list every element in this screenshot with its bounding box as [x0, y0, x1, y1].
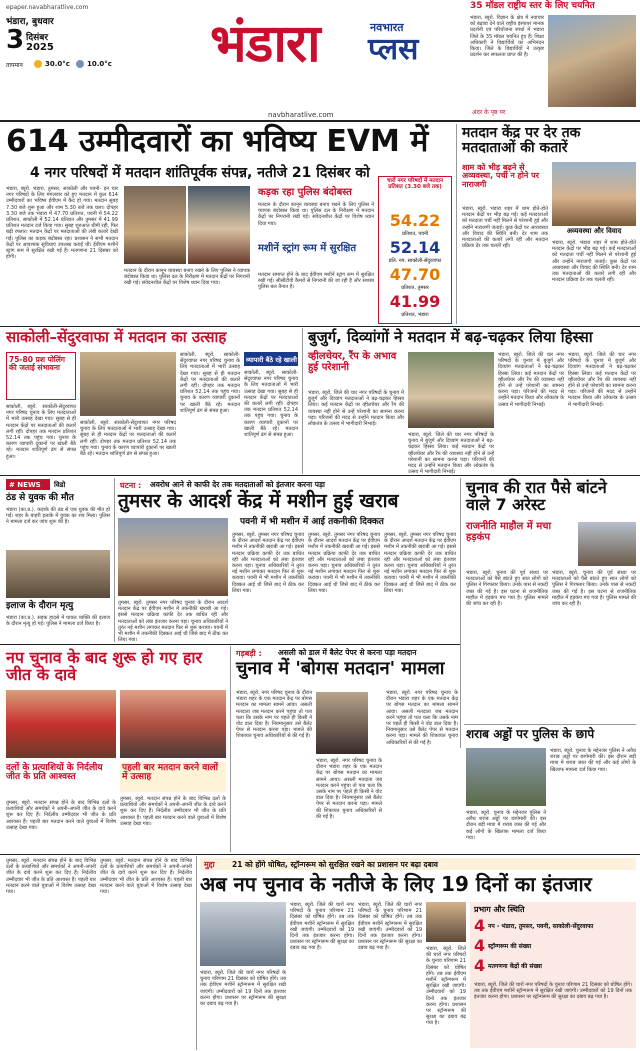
- result-body-3: भंडारा, ब्यूरो. जिले की चारों नगर परिषदों के चुनाव परिणाम 21 दिसंबर को घोषित होंगे। तब तक ईवीएम मशीनें स्ट्रॉन्गरूम में सुरक्षित रखी जाएंगी। उम्मीदवारों को 19 दिनों तक इंतजार करना होगा। प्रशासन पर स्ट्रॉन्गरूम की सुरक्षा का दबाव बढ़ गया है।: [358, 902, 422, 952]
- stat-label: प्रति. नप. साकोली-सेंदुरवाफा: [388, 258, 442, 264]
- elderly-body-4: भंडारा, ब्यूरो. जिले की चार नगर परिषदों के चुनाव में बुजुर्ग और दिव्यांग मतदाताओं ने बढ़-चढ़कर हिस्सा लिया। कई मतदान केंद्रों पर व्हीलचेयर और रैंप की व्यवस्था नहीं होने से उन्हें परेशानी का सामना करना पड़ा। परिजनों की मदद से उन्होंने मतदान किया और लोकतंत्र के उत्सव में भागीदारी निभाई।: [568, 352, 636, 408]
- arrest-body: भंडारा, ब्यूरो. चुनाव की पूर्व संध्या पर मतदाताओं को पैसे बांटते हुए सात लोगों को पुलिस ने गिरफ्तार किया। उनके पास से नकदी जब्त की गई है। इस घटना से राजनीतिक माहौल में हड़कंप मच गया है। पुलिस मामले की जांच कर रही है।: [466, 570, 548, 608]
- result-headline: अब नप चुनाव के नतीजे के लिए 19 दिनों का इंतजार: [200, 872, 592, 896]
- stat-label: प्रतिशत, पवनी: [401, 231, 429, 237]
- stat-value: 41.99: [389, 292, 441, 311]
- queue-photo: [552, 162, 636, 226]
- top-ad: [470, 2, 636, 118]
- ad-title: 35 मॉडल राष्ट्रीय स्तर के लिए चयनित: [470, 1, 595, 11]
- column-divider: [302, 328, 303, 474]
- lead-photo-2: [188, 186, 250, 264]
- stat-label: प्रतिशत, तुमसर: [401, 285, 429, 291]
- news-tag2: विडो: [54, 481, 66, 489]
- elderly-body-3: भंडारा, ब्यूरो. जिले की चार नगर परिषदों के चुनाव में बुजुर्ग और दिव्यांग मतदाताओं ने बढ़-चढ़कर हिस्सा लिया। कई मतदान केंद्रों पर व्हीलचेयर और रैंप की व्यवस्था नहीं होने से उन्हें परेशानी का सामना करना पड़ा। परिजनों की मदद से उन्होंने मतदान किया और लोकतंत्र के उत्सव में भागीदारी निभाई।: [498, 352, 564, 408]
- sakoli-body-3: साकोली, ब्यूरो. साकोली-सेंदुरवाफा नगर परिषद चुनाव के लिए मतदाताओं में भारी उत्साह देखा गया। सुबह से ही मतदान केंद्रों पर मतदाताओं की कतारें लगी रहीं। दोपहर तक मतदान प्रतिशत 52.14 तक पहुंच गया। चुनाव के कारण व्यापारी दुकानों पर खाली बैठे रहे। मतदान शांतिपूर्ण ढंग से संपन्न हुआ।: [180, 352, 240, 414]
- bogus-kicker-label: गड़बड़ी :: [236, 649, 262, 658]
- np-body-2: तुमसर, ब्यूरो. मतदान संपन्न होने के बाद विभिन्न दलों के प्रत्याशियों और समर्थकों ने अपनी-अपनी जीत के दावे करने शुरू कर दिए हैं। निर्दलीय उम्मीदवार भी जीत के प्रति आश्वस्त हैं। पहली बार मतदान करने वाले युवाओं में विशेष उत्साह देखा गया।: [120, 796, 226, 827]
- tumsar-body-4: तुमसर, ब्यूरो. तुमसर नगर परिषद चुनाव के दौरान आदर्श मतदान केंद्र पर ईवीएम मशीन में तकनीकी खराबी आ गई। इससे मतदान प्रक्रिया काफी देर तक बाधित रही और मतदाताओं को लंबा इंतजार करना पड़ा। चुनाव अधिकारियों ने तुरंत नई मशीन लगाकर मतदान फिर से शुरू कराया। पवनी में भी मशीन में तकनीकी दिक्कत आई थी जिसे बाद में ठीक कर लिया गया।: [384, 532, 456, 594]
- sakoli-photo: [80, 352, 176, 416]
- stat-label: प्रतिशत, भंडारा: [401, 312, 429, 318]
- tumsar-body: तुमसर, ब्यूरो. तुमसर नगर परिषद चुनाव के दौरान आदर्श मतदान केंद्र पर ईवीएम मशीन में तकनीकी खराबी आ गई। इससे मतदान प्रक्रिया काफी देर तक बाधित रही और मतदाताओं को लंबा इंतजार करना पड़ा। चुनाव अधिकारियों ने तुरंत नई मशीन लगाकर मतदान फिर से शुरू कराया। पवनी में भी मशीन में तकनीकी दिक्कत आई थी जिसे बाद में ठीक कर लिया गया।: [118, 600, 228, 644]
- sakoli-box-head: व्यापारी बैठे रहे खाली: [246, 356, 297, 364]
- result-kicker: 21 को होंगे घोषित, स्ट्रॉन्गरूम को सुरक्षित रखने का प्रशासन पर बढ़ा दबाव: [232, 860, 438, 869]
- stats-box: [378, 176, 452, 324]
- sakoli-body: साकोली, ब्यूरो. साकोली-सेंदुरवाफा नगर परिषद चुनाव के लिए मतदाताओं में भारी उत्साह देखा गया। सुबह से ही मतदान केंद्रों पर मतदाताओं की कतारें लगी रहीं। दोपहर तक मतदान प्रतिशत 52.14 तक पहुंच गया। चुनाव के कारण व्यापारी दुकानों पर खाली बैठे रहे। मतदान शांतिपूर्ण ढंग से संपन्न हुआ।: [6, 404, 76, 460]
- moon-icon: [76, 60, 84, 68]
- raid-photo: [466, 748, 546, 806]
- np-photo: [6, 690, 116, 758]
- epaper-url[interactable]: epaper.navabharatlive.com: [6, 4, 89, 11]
- bogus-body: भंडारा, ब्यूरो. नगर परिषद चुनाव के दौरान भंडारा शहर के एक मतदान केंद्र पर बोगस मतदान का मामला सामने आया। असली मतदाता जब मतदान करने पहुंचा तो पता चला कि उसके नाम पर पहले ही किसी ने वोट डाल दिया है। नियमानुसार उसे बैलेट पेपर से मतदान करना पड़ा। मामले की शिकायत चुनाव अधिकारियों से की गई है।: [236, 690, 312, 740]
- sakoli-side-head: 75-80 प्रश पोलिंग की जताई संभावना: [9, 355, 66, 372]
- temp-max: 30.0°c: [45, 60, 70, 68]
- result-body: भंडारा, ब्यूरो. जिले की चारों नगर परिषदों के चुनाव परिणाम 21 दिसंबर को घोषित होंगे। तब तक ईवीएम मशीनें स्ट्रॉन्गरूम में सुरक्षित रखी जाएंगी। उम्मीदवारों को 19 दिनों तक इंतजार करना होगा। प्रशासन पर स्ट्रॉन्गरूम की सुरक्षा का दबाव बढ़ गया है।: [200, 970, 286, 1008]
- elderly-photo: [408, 352, 494, 428]
- raid-headline: शराब अड्डों पर पुलिस के छापे: [466, 727, 595, 741]
- np-sub1: दलों के प्रत्याशियों के निर्दलीय जीत के प्रति आश्वस्त: [6, 763, 103, 783]
- lead-subhead: 4 नगर परिषदों में मतदान शांतिपूर्वक संपन्न, नतीजे 21 दिसंबर को: [30, 165, 370, 181]
- bogus-headline: चुनाव में 'बोगस मतदान' मामला: [236, 658, 445, 679]
- website[interactable]: navbharatlive.com: [268, 111, 334, 119]
- lead-body-2: मतदान के दौरान कानून व्यवस्था बनाए रखने के लिए पुलिस ने व्यापक बंदोबस्त किया था। पुलिस दल के निरीक्षण में मतदान केंद्रों पर निगरानी रखी गई। संवेदनशील केंद्रों पर विशेष ध्यान दिया गया।: [124, 268, 250, 287]
- arrest-headline: चुनाव की रात पैसे बांटने वाले 7 अरेस्ट: [466, 478, 607, 514]
- news-item2-body: भंडारा (का.प्र.). सड़क हादसे में घायल व्यक्ति की इलाज के दौरान मृत्यु हो गई। पुलिस ने मामला दर्ज किया है।: [6, 615, 110, 628]
- tumsar-kicker-label: घटना :: [120, 481, 142, 490]
- date-year: 2025: [26, 42, 54, 53]
- date-number: 3: [6, 25, 25, 55]
- brand-logo: [210, 6, 440, 106]
- arrest-subhead: राजनीति माहौल में मचा हड़कंप: [466, 521, 552, 543]
- section-rule: [0, 644, 460, 645]
- result-body-2: भंडारा, ब्यूरो. जिले की चारों नगर परिषदों के चुनाव परिणाम 21 दिसंबर को घोषित होंगे। तब तक ईवीएम मशीनें स्ट्रॉन्गरूम में सुरक्षित रखी जाएंगी। उम्मीदवारों को 19 दिनों तक इंतजार करना होगा। प्रशासन पर स्ट्रॉन्गरूम की सुरक्षा का दबाव बढ़ गया है।: [290, 902, 354, 952]
- tumsar-body-2: तुमसर, ब्यूरो. तुमसर नगर परिषद चुनाव के दौरान आदर्श मतदान केंद्र पर ईवीएम मशीन में तकनीकी खराबी आ गई। इससे मतदान प्रक्रिया काफी देर तक बाधित रही और मतदाताओं को लंबा इंतजार करना पड़ा। चुनाव अधिकारियों ने तुरंत नई मशीन लगाकर मतदान फिर से शुरू कराया। पवनी में भी मशीन में तकनीकी दिक्कत आई थी जिसे बाद में ठीक कर लिया गया।: [232, 532, 304, 594]
- arrest-body-2: भंडारा, ब्यूरो. चुनाव की पूर्व संध्या पर मतदाताओं को पैसे बांटते हुए सात लोगों को पुलिस ने गिरफ्तार किया। उनके पास से नकदी जब्त की गई है। इस घटना से राजनीतिक माहौल में हड़कंप मच गया है। पुलिस मामले की जांच कर रही है।: [552, 570, 636, 608]
- facts-body: भंडारा, ब्यूरो. जिले की चारों नगर परिषदों के चुनाव परिणाम 21 दिसंबर को घोषित होंगे। तब तक ईवीएम मशीनें स्ट्रॉन्गरूम में सुरक्षित रखी जाएंगी। उम्मीदवारों को 19 दिनों तक इंतजार करना होगा। प्रशासन पर स्ट्रॉन्गरूम की सुरक्षा का दबाव बढ़ गया है।: [474, 982, 632, 1001]
- section-rule: [0, 475, 640, 476]
- fact-number: 4: [474, 916, 486, 935]
- fact-text: नप - भंडारा, तुमसर, पवनी, साकोली-सेंदुरवाफा: [488, 923, 594, 930]
- fact-number: 4: [474, 956, 486, 975]
- brand-main: भंडारा: [210, 14, 320, 74]
- weather-label: तापमान: [6, 62, 23, 69]
- brand-plus: प्लस: [368, 32, 419, 67]
- date-month: दिसंबर: [26, 33, 49, 43]
- section-rule: [0, 854, 640, 855]
- ad-photo: [548, 15, 636, 107]
- city-day: भंडारा, बुधवार: [6, 17, 54, 27]
- elderly-body: भंडारा, ब्यूरो. जिले की चार नगर परिषदों के चुनाव में बुजुर्ग और दिव्यांग मतदाताओं ने बढ़-चढ़कर हिस्सा लिया। कई मतदान केंद्रों पर व्हीलचेयर और रैंप की व्यवस्था नहीं होने से उन्हें परेशानी का सामना करना पड़ा। परिजनों की मदद से उन्होंने मतदान किया और लोकतंत्र के उत्सव में भागीदारी निभाई।: [308, 390, 404, 428]
- result-photo-2: [426, 902, 466, 942]
- bogus-photo: [316, 692, 368, 754]
- news-item2-head: इलाज के दौरान मृत्यु: [6, 601, 74, 611]
- temp-min: 10.0°c: [87, 60, 112, 68]
- stat-value: 54.22: [389, 211, 441, 230]
- stat-value: 52.14: [389, 238, 441, 257]
- stat-value: 47.70: [389, 265, 441, 284]
- raid-body-2: भंडारा, ब्यूरो. चुनाव के मद्देनजर पुलिस ने अवैध शराब अड्डों पर छापेमारी की। इस दौरान बड़ी मात्रा में शराब जब्त की गई और कई लोगों के खिलाफ मामला दर्ज किया गया।: [550, 748, 636, 773]
- fact-text: स्ट्रॉन्गरूम की संख्या: [488, 943, 532, 950]
- brand-nav: नवभारत: [370, 21, 404, 34]
- elderly-subhead: व्हीलचेयर, रैंप के अभाव हुई परेशानी: [308, 351, 397, 373]
- strong-body: मतदान समाप्त होने के बाद ईवीएम मशीनें स्ट्रांग रूम में सुरक्षित रखी गई। सीसीटीवी कैमरों से निगरानी की जा रही है और सशस्त्र पुलिस बल तैनात है।: [258, 272, 374, 291]
- sakoli-body-2: साकोली, ब्यूरो. साकोली-सेंदुरवाफा नगर परिषद चुनाव के लिए मतदाताओं में भारी उत्साह देखा गया। सुबह से ही मतदान केंद्रों पर मतदाताओं की कतारें लगी रहीं। दोपहर तक मतदान प्रतिशत 52.14 तक पहुंच गया। चुनाव के कारण व्यापारी दुकानों पर खाली बैठे रहे। मतदान शांतिपूर्ण ढंग से संपन्न हुआ।: [80, 420, 176, 458]
- queue-headline: मतदान केंद्र पर देर तक मतदाताओं की कतारें: [462, 125, 581, 156]
- queue-body: भंडारा, ब्यूरो. भंडारा शहर में शाम होते-होते मतदान केंद्रों पर भीड़ बढ़ गई। कई मतदाताओं को मतदाता पर्ची नहीं मिलने से परेशानी हुई और उन्होंने नाराजगी जताई। कुछ केंद्रों पर अव्यवस्था और विवाद की स्थिति बनी। देर शाम तक मतदाताओं की कतारें लगी रहीं और मतदान प्रक्रिया देर तक चलती रही।: [462, 206, 548, 250]
- result-kicker-label: मुद्दा: [204, 860, 215, 869]
- ad-more[interactable]: अंदर के पृष्ठ पर: [472, 109, 506, 116]
- tumsar-body-3: तुमसर, ब्यूरो. तुमसर नगर परिषद चुनाव के दौरान आदर्श मतदान केंद्र पर ईवीएम मशीन में तकनीकी खराबी आ गई। इससे मतदान प्रक्रिया काफी देर तक बाधित रही और मतदाताओं को लंबा इंतजार करना पड़ा। चुनाव अधिकारियों ने तुरंत नई मशीन लगाकर मतदान फिर से शुरू कराया। पवनी में भी मशीन में तकनीकी दिक्कत आई थी जिसे बाद में ठीक कर लिया गया।: [308, 532, 380, 594]
- tumsar-photo: [118, 518, 228, 596]
- strong-head: मशीनें स्ट्रांग रूम में सुरक्षित: [258, 243, 357, 254]
- masthead-divider: [0, 120, 640, 122]
- facts-title: प्रभाग और स्थिति: [474, 905, 525, 914]
- column-divider: [230, 646, 231, 852]
- fact-text: मतगणना केंद्रों की संख्या: [488, 963, 542, 970]
- column-divider: [196, 856, 197, 1050]
- column-divider: [114, 478, 115, 642]
- result-body-4: भंडारा, ब्यूरो. जिले की चारों नगर परिषदों के चुनाव परिणाम 21 दिसंबर को घोषित होंगे। तब तक ईवीएम मशीनें स्ट्रॉन्गरूम में सुरक्षित रखी जाएंगी। उम्मीदवारों को 19 दिनों तक इंतजार करना होगा। प्रशासन पर स्ट्रॉन्गरूम की सुरक्षा का दबाव बढ़ गया है।: [426, 946, 466, 1027]
- sun-icon: [34, 60, 42, 68]
- column-divider: [460, 478, 461, 748]
- news-item1-head: ठंड से युवक की मौत: [6, 493, 74, 503]
- facts-box: [470, 902, 636, 1048]
- raid-divider: [464, 724, 636, 725]
- np-body: तुमसर, ब्यूरो. मतदान संपन्न होने के बाद विभिन्न दलों के प्रत्याशियों और समर्थकों ने अपनी-अपनी जीत के दावे करने शुरू कर दिए हैं। निर्दलीय उम्मीदवार भी जीत के प्रति आश्वस्त हैं। पहली बार मतदान करने वाले युवाओं में विशेष उत्साह देखा गया।: [6, 800, 116, 831]
- tumsar-kicker: अवरोध आने से काफी देर तक मतदाताओं को इंतजार करना पड़ा: [150, 480, 325, 489]
- bogus-body-2: भंडारा, ब्यूरो. नगर परिषद चुनाव के दौरान भंडारा शहर के एक मतदान केंद्र पर बोगस मतदान का मामला सामने आया। असली मतदाता जब मतदान करने पहुंचा तो पता चला कि उसके नाम पर पहले ही किसी ने वोट डाल दिया है। नियमानुसार उसे बैलेट पेपर से मतदान करना पड़ा। मामले की शिकायत चुनाव अधिकारियों से की गई है।: [316, 758, 382, 820]
- sakoli-box-body: साकोली, ब्यूरो. साकोली-सेंदुरवाफा नगर परिषद चुनाव के लिए मतदाताओं में भारी उत्साह देखा गया। सुबह से ही मतदान केंद्रों पर मतदाताओं की कतारें लगी रहीं। दोपहर तक मतदान प्रतिशत 52.14 तक पहुंच गया। चुनाव के कारण व्यापारी दुकानों पर खाली बैठे रहे। मतदान शांतिपूर्ण ढंग से संपन्न हुआ।: [244, 370, 298, 439]
- arrest-photo: [578, 522, 636, 566]
- lead-body: भंडारा, ब्यूरो. भंडारा, तुमसर, साकोली और पवनी- इन चार नगर परिषदों के लिए मंगलवार को हुए मतदान में कुल 614 उम्मीदवारों का भविष्य ईवीएम में कैद हो गया। मतदान सुबह 7.30 बजे शुरू हुआ और शाम 5.30 बजे तक चला। दोपहर 3.30 बजे तक भंडारा में 47.70 प्रतिशत, पवनी में 54.22 प्रतिशत, साकोली में 52.14 प्रतिशत और तुमसर में 41.99 प्रतिशत मतदान दर्ज किया गया। सुबह शुरुआत धीमी रही, फिर बढ़ी रफ्तार। मतदान केंद्रों पर मतदाताओं की लंबी कतारें देखी गईं। पुलिस का कड़क बंदोबस्त रहा। प्रशासन ने सभी मतदान केंद्रों पर आवश्यक सुविधाएं उपलब्ध कराई थीं। ईवीएम मशीनें स्ट्रांग रूम में सुरक्षित रखी गई हैं। मतगणना 21 दिसंबर को होगी।: [6, 186, 118, 261]
- section-rule: [0, 326, 640, 327]
- stats-title: चारों नगर परिषदों में मतदान प्रतिशत (3.30 बजे तक): [386, 178, 444, 190]
- sakoli-headline: साकोली–सेंदुरवाफा में मतदान का उत्साह: [6, 328, 227, 346]
- police-head: कड़क रहा पुलिस बंदोबस्त: [258, 187, 352, 198]
- queue-caption: अव्यवस्था और विवाद: [566, 227, 622, 235]
- masthead: [0, 0, 640, 120]
- np-body-4: तुमसर, ब्यूरो. मतदान संपन्न होने के बाद विभिन्न दलों के प्रत्याशियों और समर्थकों ने अपनी-अपनी जीत के दावे करने शुरू कर दिए हैं। निर्दलीय उम्मीदवार भी जीत के प्रति आश्वस्त हैं। पहली बार मतदान करने वाले युवाओं में विशेष उत्साह देखा गया।: [100, 858, 192, 896]
- tumsar-headline: तुमसर के आदर्श केंद्र में मशीन हुई खराब: [118, 490, 399, 512]
- np-sub2: पहली बार मतदान करने वालों में उत्साह: [122, 763, 218, 783]
- elderly-headline: बुजुर्ग, दिव्यांगों ने मतदान में बढ़-चढ़कर लिया हिस्सा: [308, 328, 593, 346]
- lead-headline: 614 उम्मीदवारों का भविष्य EVM में: [6, 124, 429, 159]
- police-body: मतदान के दौरान कानून व्यवस्था बनाए रखने के लिए पुलिस ने व्यापक बंदोबस्त किया था। पुलिस दल के निरीक्षण में मतदान केंद्रों पर निगरानी रखी गई। संवेदनशील केंद्रों पर विशेष ध्यान दिया गया।: [258, 202, 374, 227]
- lead-photo-1: [124, 186, 186, 264]
- ad-text: भंडारा, ब्यूरो. विज्ञान के क्षेत्र में नवाचार को बढ़ावा देने वाले राष्ट्रीय इंस्पायर मानक प्रदर्शनी एवं परियोजना स्पर्धा में भंडारा जिले के 35 मॉडल चयनित हुए हैं। शिक्षा अधिकारी ने विद्यार्थियों का अभिनंदन किया। जिले के विद्यार्थियों ने उत्कृष्ट प्रदर्शन कर सफलता प्राप्त की है।: [470, 15, 544, 59]
- tumsar-subhead: पवनी में भी मशीन में आई तकनीकी दिक्कत: [240, 517, 384, 527]
- bogus-kicker: असली को डाल में बैलेट पेपर से करना पड़ा मतदान: [278, 648, 417, 657]
- queue-quote: शाम को भीड़ बढ़ने से अव्यवस्था, पर्ची न होने पर नाराजगी: [462, 163, 539, 189]
- np-photo-2: [120, 690, 226, 758]
- column-divider: [456, 124, 457, 324]
- fact-number: 4: [474, 936, 486, 955]
- result-photo: [200, 902, 286, 966]
- raid-body: भंडारा, ब्यूरो. चुनाव के मद्देनजर पुलिस ने अवैध शराब अड्डों पर छापेमारी की। इस दौरान बड़ी मात्रा में शराब जब्त की गई और कई लोगों के खिलाफ मामला दर्ज किया गया।: [466, 810, 546, 841]
- news-tag: # NEWS: [9, 481, 41, 489]
- np-headline: नप चुनाव के बाद शुरू हो गए हार जीत के दावे: [6, 648, 203, 684]
- elderly-body-2: भंडारा, ब्यूरो. जिले की चार नगर परिषदों के चुनाव में बुजुर्ग और दिव्यांग मतदाताओं ने बढ़-चढ़कर हिस्सा लिया। कई मतदान केंद्रों पर व्हीलचेयर और रैंप की व्यवस्था नहीं होने से उन्हें परेशानी का सामना करना पड़ा। परिजनों की मदद से उन्होंने मतदान किया और लोकतंत्र के उत्सव में भागीदारी निभाई।: [408, 432, 494, 476]
- news-photo: [6, 550, 110, 598]
- queue-body-2: भंडारा, ब्यूरो. भंडारा शहर में शाम होते-होते मतदान केंद्रों पर भीड़ बढ़ गई। कई मतदाताओं को मतदाता पर्ची नहीं मिलने से परेशानी हुई और उन्होंने नाराजगी जताई। कुछ केंद्रों पर अव्यवस्था और विवाद की स्थिति बनी। देर शाम तक मतदाताओं की कतारें लगी रहीं और मतदान प्रक्रिया देर तक चलती रही।: [552, 240, 636, 284]
- np-body-3: तुमसर, ब्यूरो. मतदान संपन्न होने के बाद विभिन्न दलों के प्रत्याशियों और समर्थकों ने अपनी-अपनी जीत के दावे करने शुरू कर दिए हैं। निर्दलीय उम्मीदवार भी जीत के प्रति आश्वस्त हैं। पहली बार मतदान करने वाले युवाओं में विशेष उत्साह देखा गया।: [6, 858, 96, 896]
- news-item1-body: भंडारा (का.प्र.). कड़ाके की ठंड से एक युवक की मौत हो गई। शहर के बाहरी इलाके में युवक का शव मिला। पुलिस ने मामला दर्ज कर जांच शुरू की है।: [6, 507, 110, 526]
- bogus-body-3: भंडारा, ब्यूरो. नगर परिषद चुनाव के दौरान भंडारा शहर के एक मतदान केंद्र पर बोगस मतदान का मामला सामने आया। असली मतदाता जब मतदान करने पहुंचा तो पता चला कि उसके नाम पर पहले ही किसी ने वोट डाल दिया है। नियमानुसार उसे बैलेट पेपर से मतदान करना पड़ा। मामले की शिकायत चुनाव अधिकारियों से की गई है।: [386, 690, 458, 746]
